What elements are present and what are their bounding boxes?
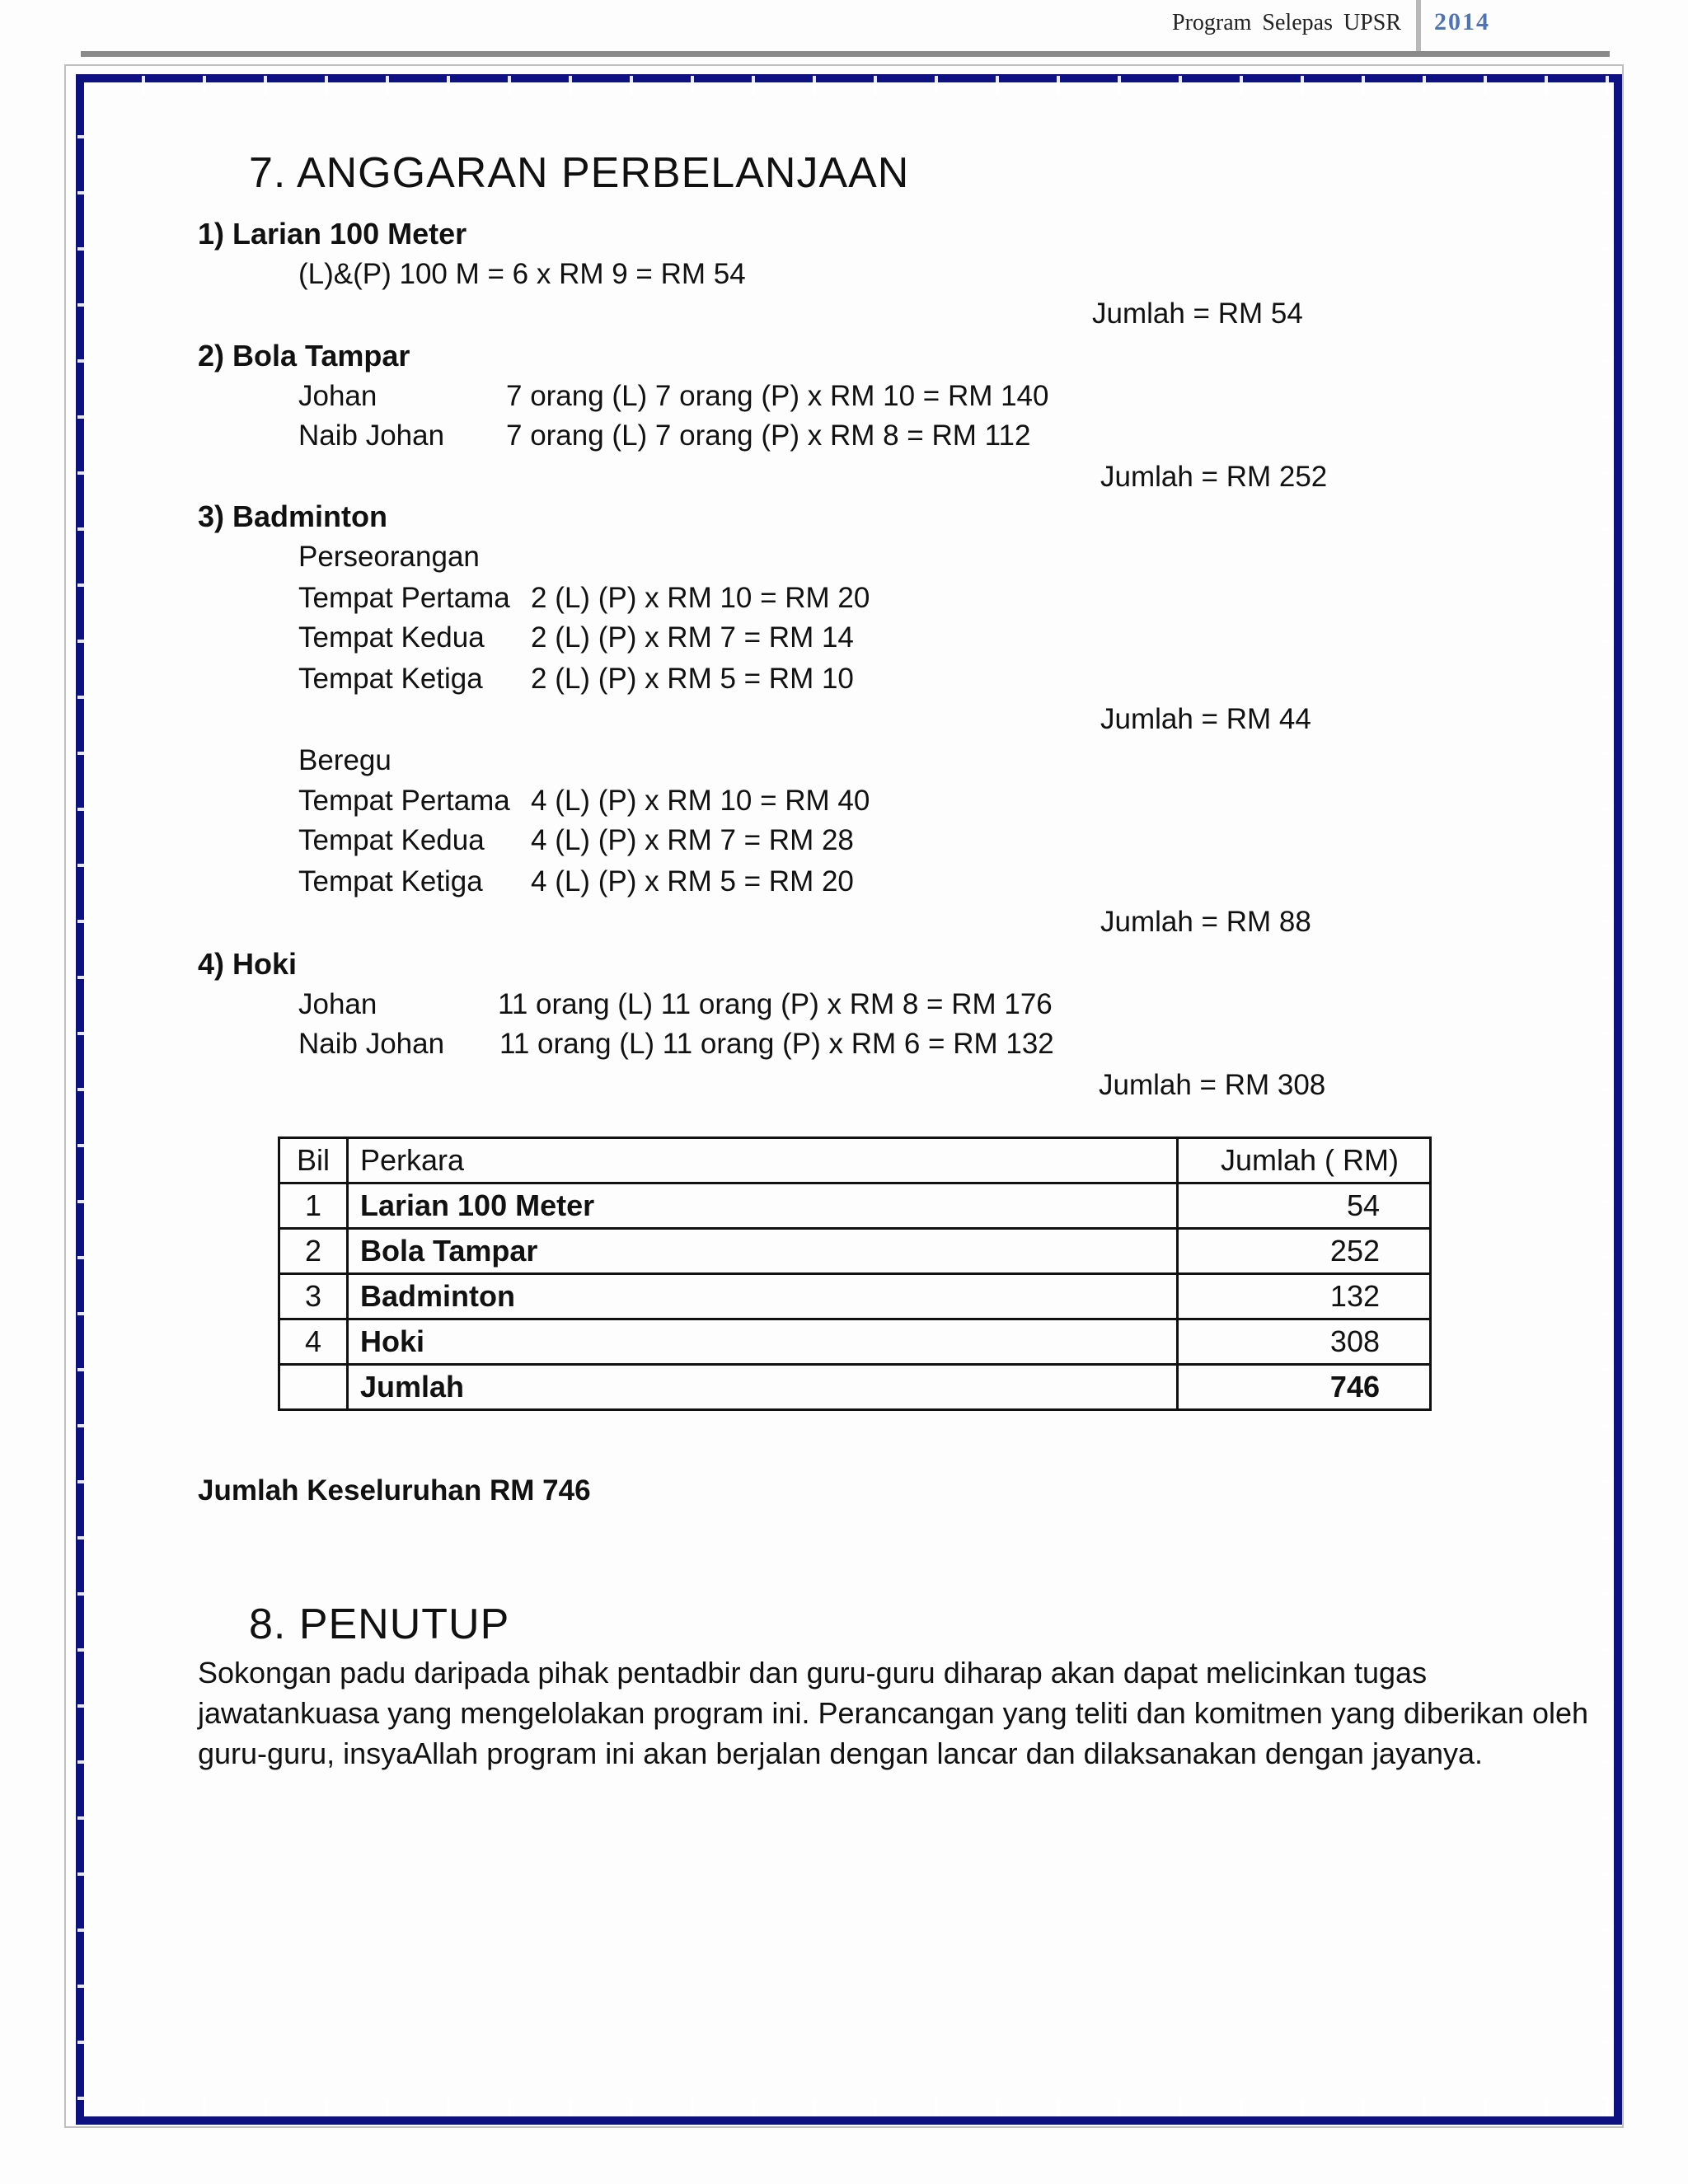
item-3-s1-row-2-calc: 2 (L) (P) x RM 7 = RM 14 bbox=[531, 621, 854, 654]
cell-bil bbox=[279, 1365, 348, 1410]
item-3-s2-row-2-calc: 4 (L) (P) x RM 7 = RM 28 bbox=[531, 824, 854, 856]
item-4-title: 4) Hoki bbox=[198, 947, 298, 981]
item-1-total: Jumlah = RM 54 bbox=[1092, 298, 1303, 330]
item-4-row-1-calc: 11 orang (L) 11 orang (P) x RM 8 = RM 176 bbox=[498, 988, 1053, 1020]
cell-jumlah: 746 bbox=[1178, 1365, 1431, 1410]
cell-perkara: Hoki bbox=[348, 1319, 1178, 1365]
cell-jumlah: 132 bbox=[1178, 1274, 1431, 1319]
item-3-total-1: Jumlah = RM 44 bbox=[1100, 703, 1311, 735]
item-3-s2-row-1-label: Tempat Pertama bbox=[298, 785, 510, 817]
item-4-total: Jumlah = RM 308 bbox=[1099, 1069, 1326, 1101]
item-2-row-2-label: Naib Johan bbox=[298, 419, 445, 452]
item-4-row-2-calc: 11 orang (L) 11 orang (P) x RM 6 = RM 132 bbox=[499, 1028, 1054, 1060]
item-3-s1-row-3-label: Tempat Ketiga bbox=[298, 663, 483, 695]
item-3-subheading-2: Beregu bbox=[298, 744, 392, 776]
item-2-row-2-calc: 7 orang (L) 7 orang (P) x RM 8 = RM 112 bbox=[506, 419, 1031, 452]
table-row bbox=[279, 1183, 1431, 1229]
item-2-title: 2) Bola Tampar bbox=[198, 339, 410, 373]
item-1-title: 1) Larian 100 Meter bbox=[198, 217, 467, 251]
item-3-title: 3) Badminton bbox=[198, 499, 387, 533]
header-rule bbox=[81, 51, 1610, 57]
cell-bil: 4 bbox=[279, 1319, 348, 1365]
closing-paragraph: Sokongan padu daripada pihak pentadbir dan guru-guru diharap akan dapat melicinkan tugas jawatankuasa yang mengelolakan program ini. Perancangan yang teliti dan komitmen yang diberikan oleh guru-guru, insyaAllah program ini akan berjalan dengan lancar dan dilaksanakan dengan jayanya. bbox=[198, 1656, 1589, 1770]
cell-perkara: Badminton bbox=[348, 1274, 1178, 1319]
item-3-s1-row-1-label: Tempat Pertama bbox=[298, 582, 510, 614]
cell-bil: 1 bbox=[279, 1183, 348, 1229]
page-border-pattern-left bbox=[77, 82, 89, 2116]
table-header-row bbox=[279, 1138, 1431, 1183]
item-2-row-1-calc: 7 orang (L) 7 orang (P) x RM 10 = RM 140 bbox=[506, 380, 1049, 412]
col-header-bil: Bil bbox=[279, 1138, 348, 1183]
item-3-s2-row-3-calc: 4 (L) (P) x RM 5 = RM 20 bbox=[531, 865, 854, 898]
page-border-pattern-right bbox=[1602, 82, 1614, 2116]
cell-bil: 3 bbox=[279, 1274, 348, 1319]
item-3-s2-row-3-label: Tempat Ketiga bbox=[298, 865, 483, 898]
cell-perkara: Bola Tampar bbox=[348, 1229, 1178, 1274]
item-4-row-2-label: Naib Johan bbox=[298, 1028, 445, 1060]
item-2-total: Jumlah = RM 252 bbox=[1100, 461, 1328, 493]
item-1-calc: (L)&(P) 100 M = 6 x RM 9 = RM 54 bbox=[298, 258, 746, 290]
item-3-s1-row-3-calc: 2 (L) (P) x RM 5 = RM 10 bbox=[531, 663, 854, 695]
item-4-row-1-label: Johan bbox=[298, 988, 377, 1020]
cell-perkara: Larian 100 Meter bbox=[348, 1183, 1178, 1229]
col-header-jumlah: Jumlah ( RM) bbox=[1178, 1138, 1431, 1183]
page-border-pattern-top bbox=[84, 76, 1614, 94]
item-3-s1-row-1-calc: 2 (L) (P) x RM 10 = RM 20 bbox=[531, 582, 870, 614]
cell-bil: 2 bbox=[279, 1229, 348, 1274]
header-separator bbox=[1416, 0, 1421, 53]
section-7-heading: 7. ANGGARAN PERBELANJAAN bbox=[249, 149, 910, 197]
item-3-s2-row-1-calc: 4 (L) (P) x RM 10 = RM 40 bbox=[531, 785, 870, 817]
cell-jumlah: 54 bbox=[1178, 1183, 1431, 1229]
table-row bbox=[279, 1319, 1431, 1365]
cell-perkara: Jumlah bbox=[348, 1365, 1178, 1410]
page-border-pattern-bottom bbox=[84, 2098, 1614, 2116]
item-2-row-1-label: Johan bbox=[298, 380, 377, 412]
table-total-row bbox=[279, 1365, 1431, 1410]
item-3-s2-row-2-label: Tempat Kedua bbox=[298, 824, 485, 856]
header-title: Program Selepas UPSR bbox=[1172, 10, 1401, 35]
item-3-s1-row-2-label: Tempat Kedua bbox=[298, 621, 485, 654]
cell-jumlah: 252 bbox=[1178, 1229, 1431, 1274]
header-year: 2014 bbox=[1434, 8, 1490, 35]
col-header-perkara: Perkara bbox=[348, 1138, 1178, 1183]
summary-table bbox=[278, 1137, 1432, 1411]
section-8-heading: 8. PENUTUP bbox=[249, 1601, 510, 1648]
item-3-total-2: Jumlah = RM 88 bbox=[1100, 906, 1311, 938]
item-3-subheading-1: Perseorangan bbox=[298, 541, 480, 573]
table-row bbox=[279, 1274, 1431, 1319]
table-row bbox=[279, 1229, 1431, 1274]
grand-total: Jumlah Keseluruhan RM 746 bbox=[198, 1474, 591, 1507]
cell-jumlah: 308 bbox=[1178, 1319, 1431, 1365]
